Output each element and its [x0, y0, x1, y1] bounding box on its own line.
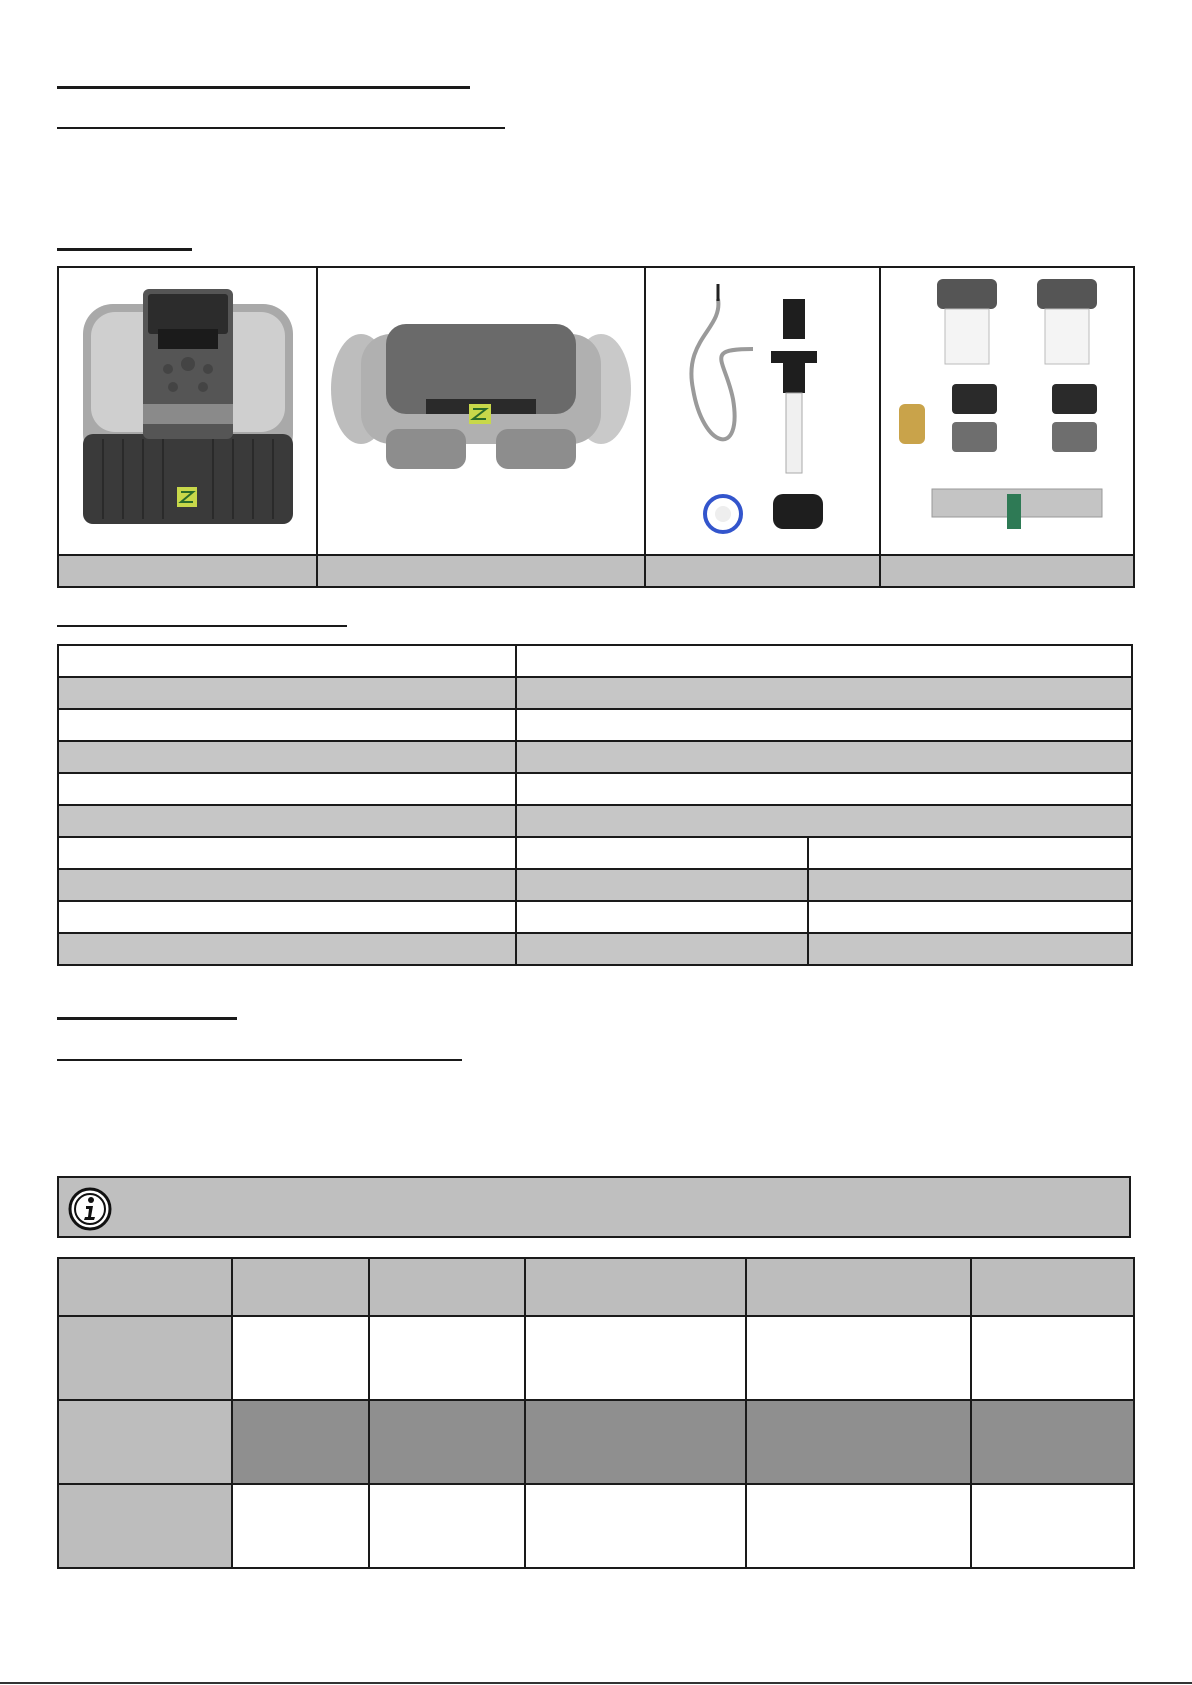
spec-value: [808, 837, 1132, 869]
grid-row-label: [58, 1316, 232, 1400]
control-unit-image-cell: [58, 267, 317, 555]
specifications-table: [57, 644, 1133, 966]
spec-row: [58, 773, 1132, 805]
spec-value: [516, 837, 808, 869]
fittings-kit-image: [887, 274, 1127, 544]
spec-label: [58, 933, 516, 965]
grid-cell: [971, 1316, 1134, 1400]
spec-label: [58, 709, 516, 741]
grid-header: [746, 1258, 971, 1316]
grid-cell: [525, 1316, 746, 1400]
grid-cell: [232, 1484, 369, 1568]
spec-value: [516, 677, 1132, 709]
heading-1-underline: [57, 86, 470, 89]
info-icon: [67, 1186, 113, 1232]
spec-row: [58, 709, 1132, 741]
spec-label: [58, 869, 516, 901]
heading-2-underline: [57, 127, 505, 129]
section-install-sub-underline: [57, 1059, 462, 1061]
spec-row: [58, 677, 1132, 709]
caption-control-unit: [58, 555, 317, 587]
caption-fittings-kit: [880, 555, 1134, 587]
page-bottom-border: [0, 1682, 1192, 1684]
info-callout: [57, 1176, 1131, 1238]
contents-table: [57, 266, 1135, 588]
compatibility-table: [57, 1257, 1135, 1569]
spec-value: [516, 645, 1132, 677]
spec-value: [516, 869, 808, 901]
spec-value: [516, 805, 1132, 837]
spec-row: [58, 933, 1132, 965]
grid-row-label: [58, 1400, 232, 1484]
spec-label: [58, 805, 516, 837]
probe-kit-image-cell: [645, 267, 880, 555]
spec-value: [516, 901, 808, 933]
section-contents-underline: [57, 248, 192, 251]
grid-cell: [369, 1400, 525, 1484]
grid-cell: [369, 1484, 525, 1568]
grid-cell: [971, 1484, 1134, 1568]
electrolysis-cell-image-cell: [317, 267, 645, 555]
grid-cell: [525, 1400, 746, 1484]
grid-cell: [746, 1316, 971, 1400]
spec-label: [58, 645, 516, 677]
fittings-kit-image-cell: [880, 267, 1134, 555]
grid-cell: [746, 1484, 971, 1568]
spec-value: [516, 773, 1132, 805]
grid-header: [971, 1258, 1134, 1316]
caption-electrolysis-cell: [317, 555, 645, 587]
spec-label: [58, 901, 516, 933]
spec-value: [516, 709, 1132, 741]
spec-row: [58, 837, 1132, 869]
spec-row: [58, 901, 1132, 933]
spec-label: [58, 741, 516, 773]
grid-row-label: [58, 1484, 232, 1568]
spec-row: [58, 645, 1132, 677]
electrolysis-cell-image: [326, 319, 636, 499]
spec-value: [516, 933, 808, 965]
probe-kit-image: [663, 279, 863, 539]
spec-row: [58, 805, 1132, 837]
grid-cell: [525, 1484, 746, 1568]
control-unit-image: [73, 284, 303, 534]
spec-value: [808, 933, 1132, 965]
spec-value: [808, 869, 1132, 901]
grid-cell: [746, 1400, 971, 1484]
grid-cell: [232, 1400, 369, 1484]
spec-row: [58, 741, 1132, 773]
spec-value: [516, 741, 1132, 773]
grid-header: [525, 1258, 746, 1316]
spec-label: [58, 837, 516, 869]
spec-label: [58, 677, 516, 709]
section-specs-underline: [57, 625, 347, 627]
spec-label: [58, 773, 516, 805]
caption-probe-kit: [645, 555, 880, 587]
grid-cell: [971, 1400, 1134, 1484]
grid-header: [58, 1258, 232, 1316]
grid-cell: [369, 1316, 525, 1400]
section-install-underline: [57, 1017, 237, 1020]
spec-value: [808, 901, 1132, 933]
spec-row: [58, 869, 1132, 901]
grid-cell: [232, 1316, 369, 1400]
grid-header: [369, 1258, 525, 1316]
grid-header: [232, 1258, 369, 1316]
